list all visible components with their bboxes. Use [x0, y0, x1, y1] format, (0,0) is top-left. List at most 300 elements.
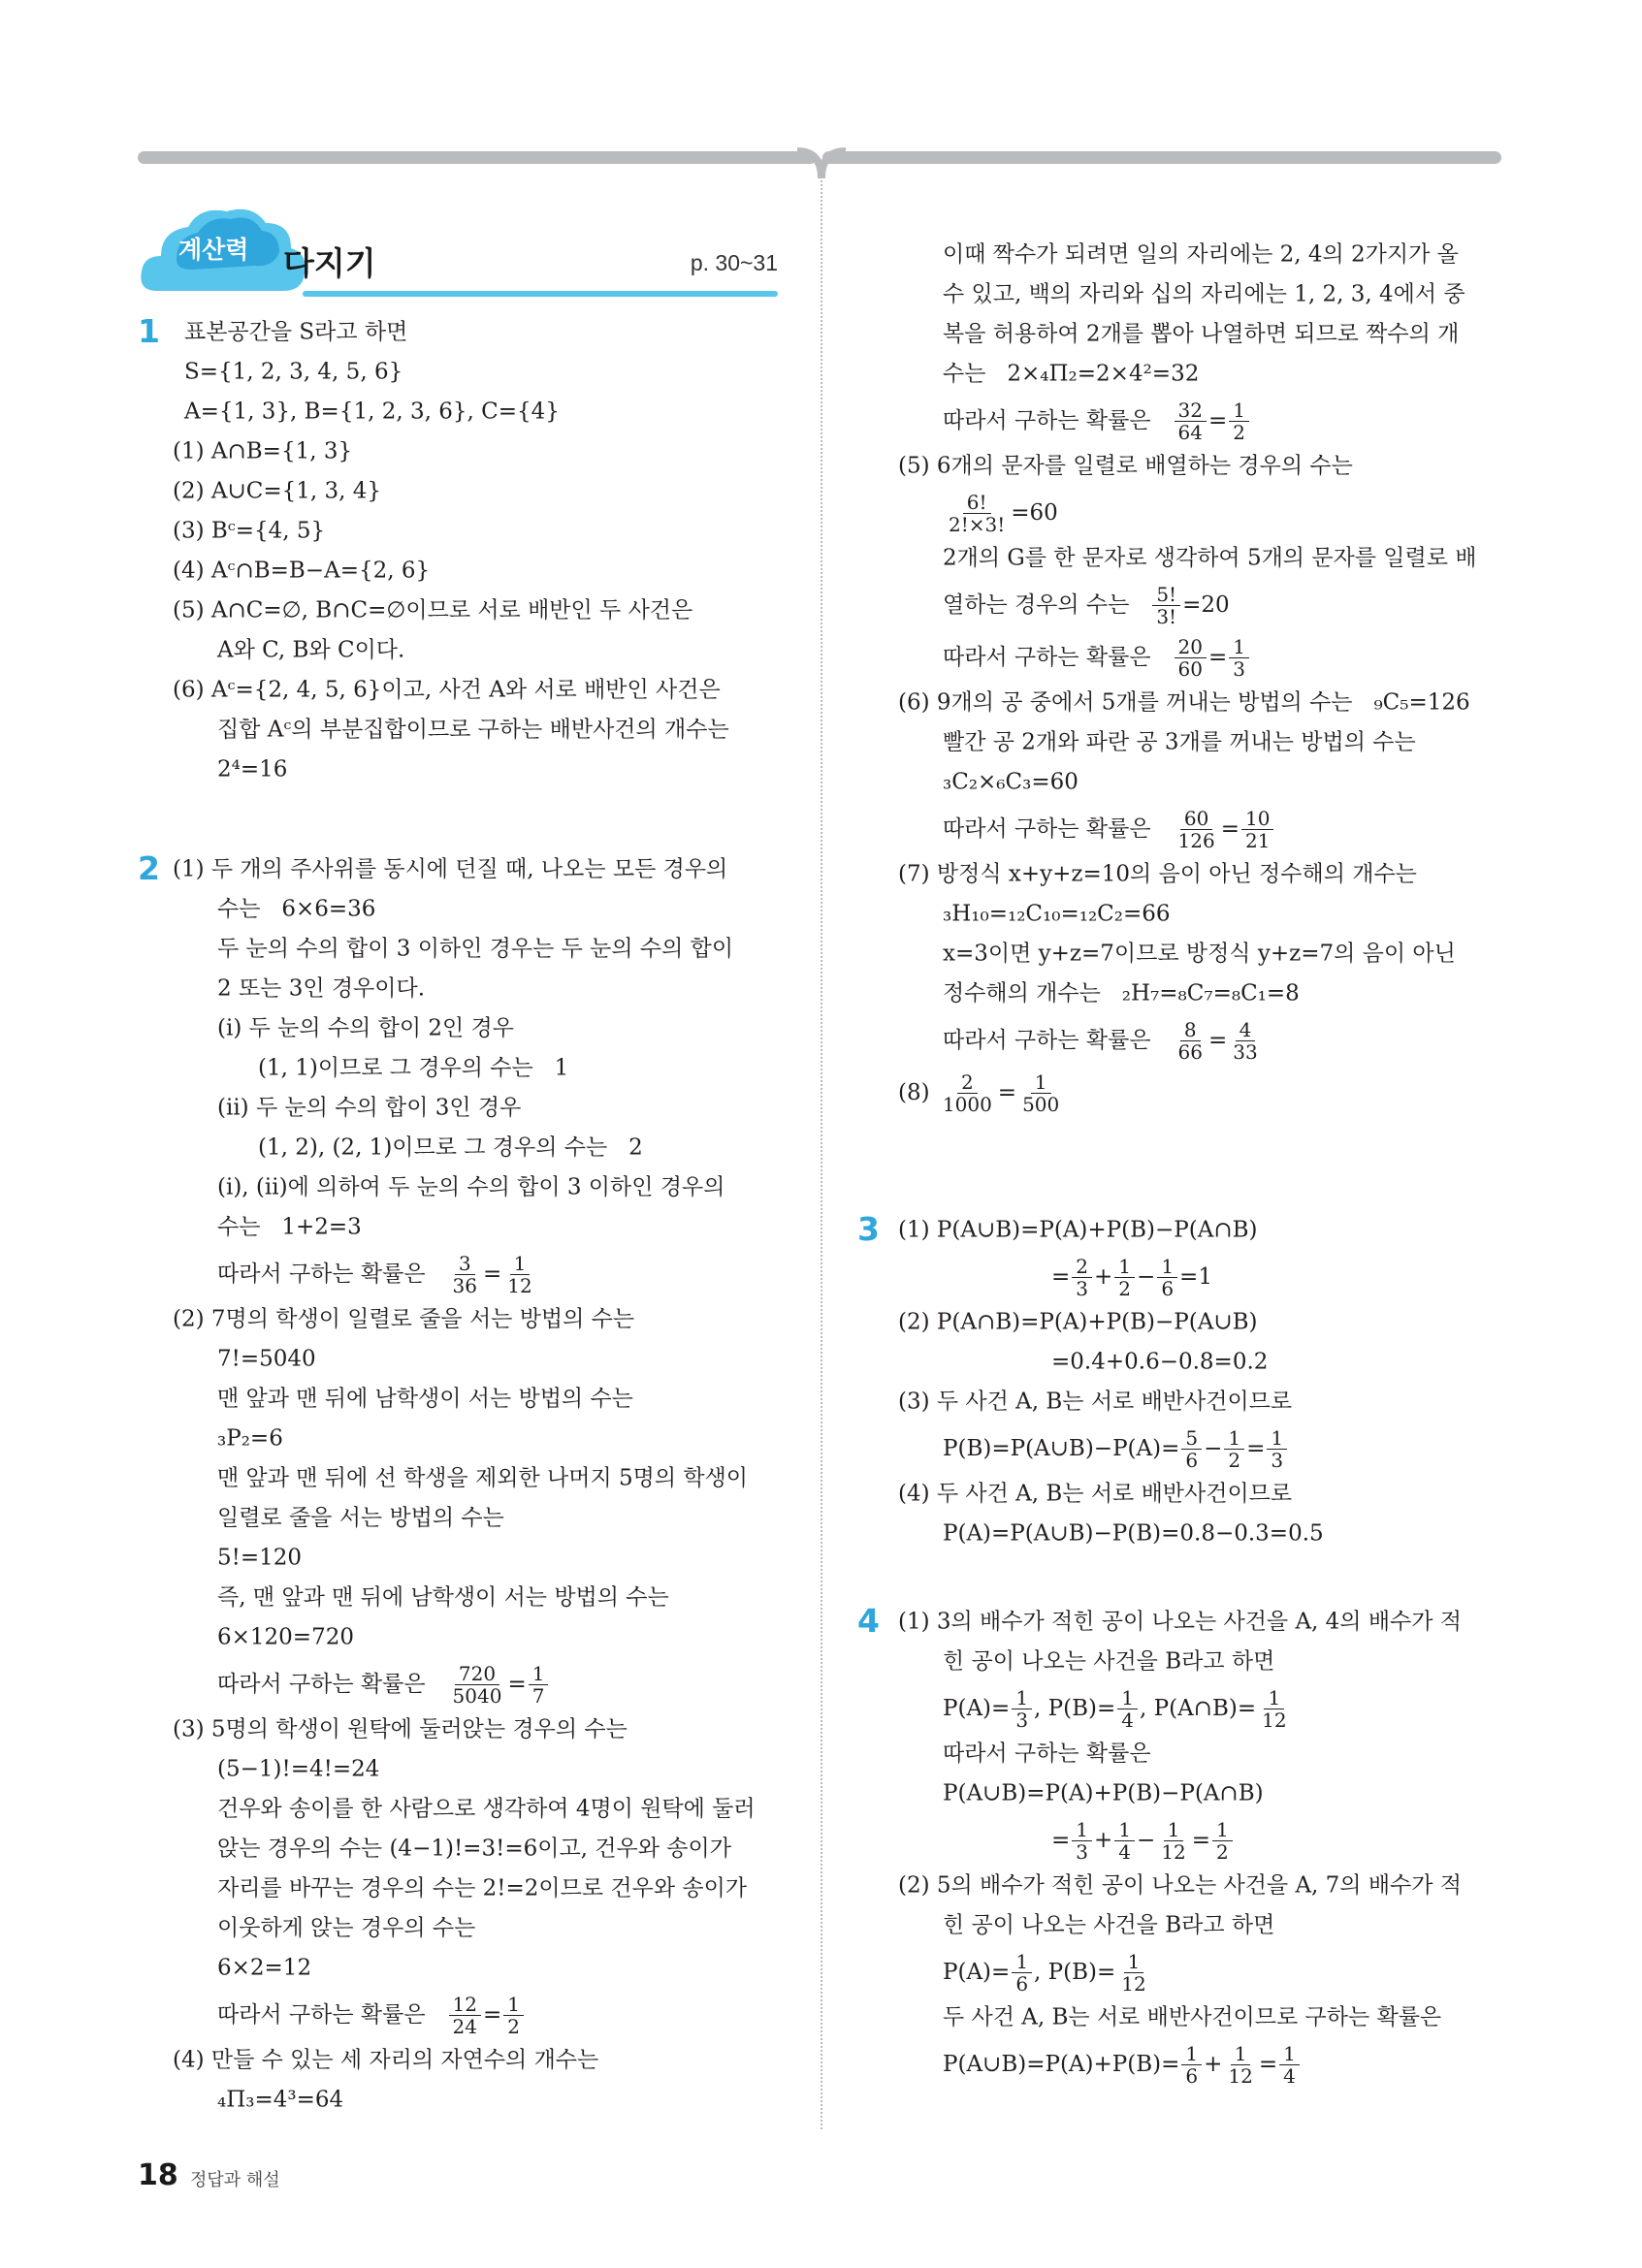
solution-line: [898, 446, 1501, 486]
numerator: 5!: [1152, 584, 1180, 606]
solution-line: [898, 486, 1501, 538]
solution-line: [898, 1514, 1501, 1553]
problem-2: [138, 849, 778, 2120]
solution-line: [898, 630, 1501, 683]
denominator: 21: [1245, 828, 1271, 852]
text-run: =: [1246, 1436, 1266, 1461]
problem-number: 2: [138, 849, 160, 887]
denominator: 2: [1216, 1839, 1229, 1864]
fraction: [1181, 1427, 1202, 1471]
numerator: 3: [455, 1253, 475, 1275]
numerator: 1: [1072, 1819, 1092, 1841]
text-run: =1: [1179, 1264, 1212, 1290]
solution-line: [898, 1813, 1501, 1866]
numerator: 6!: [963, 492, 991, 514]
fraction: [1181, 2043, 1202, 2087]
text-run: (6) 9개의 공 중에서 5개를 꺼내는 방법의 수는 ₉C₅=126: [898, 689, 1470, 716]
denominator: 12: [1262, 1708, 1287, 1732]
solution-line: [138, 1948, 778, 1988]
text-run: ₃C₂×₆C₃=60: [943, 769, 1079, 795]
text-run: , P(B)=: [1034, 1696, 1116, 1721]
numerator: 1: [1117, 1687, 1138, 1709]
text-run: (1, 2), (2, 1)이므로 그 경우의 수는 2: [258, 1134, 643, 1161]
problem-number: 4: [857, 1602, 880, 1640]
denominator: 66: [1177, 1039, 1203, 1064]
numerator: 1: [1012, 1951, 1032, 1973]
text-run: =: [1207, 645, 1228, 670]
solution-line: [138, 1829, 778, 1869]
problem-number: 1: [138, 312, 160, 350]
denominator: 2: [1233, 420, 1245, 444]
numerator: 1: [503, 1994, 524, 2016]
numerator: 1: [1164, 1819, 1184, 1841]
solution-line: [898, 1734, 1501, 1773]
fraction: [1114, 1819, 1135, 1863]
denominator: 2: [1228, 1448, 1241, 1472]
text-run: 건우와 송이를 한 사람으로 생각하여 4명이 원탁에 둘러: [217, 1796, 756, 1822]
text-run: =: [1051, 1828, 1071, 1853]
text-run: (3) 5명의 학생이 원탁에 둘러앉는 경우의 수는: [173, 1716, 628, 1742]
text-run: 빨간 공 2개와 파란 공 3개를 꺼내는 방법의 수는: [943, 729, 1416, 755]
denominator: 12: [1161, 1839, 1186, 1864]
text-run: 힌 공이 나오는 사건을 B라고 하면: [943, 1912, 1275, 1938]
solution-line: [898, 762, 1501, 802]
solution-line: [138, 2040, 778, 2080]
problem-4: [857, 1602, 1501, 2090]
solution-line: [138, 1908, 778, 1948]
denominator: 2!×3!: [949, 512, 1006, 536]
numerator: 10: [1241, 808, 1273, 830]
denominator: 12: [1121, 1971, 1146, 1996]
text-run: 복을 허용하여 2개를 뽑아 나열하면 되므로 짝수의 개: [943, 321, 1460, 347]
numerator: 1: [1114, 1819, 1135, 1841]
numerator: 1: [1229, 399, 1249, 422]
solution-line: [138, 1419, 778, 1458]
text-run: 집합 Aᶜ의 부분집합이므로 구하는 배반사건의 개수는: [217, 717, 729, 743]
text-run: 따라서 구하는 확률은: [943, 408, 1173, 433]
text-run: 따라서 구하는 확률은: [217, 1672, 447, 1697]
denominator: 12: [1228, 2063, 1253, 2088]
fraction: [1114, 1256, 1135, 1299]
solution-line: [138, 849, 778, 889]
fraction: [1229, 399, 1249, 443]
fraction: [945, 492, 1009, 535]
denominator: 36: [452, 1273, 477, 1297]
solution-line: [138, 1458, 778, 1498]
solution-line: [138, 352, 778, 392]
text-run: 수는 2×₄Π₂=2×4²=32: [943, 361, 1200, 387]
text-run: 따라서 구하는 확률은: [943, 1741, 1151, 1767]
solution-line: [898, 722, 1501, 762]
numerator: 1: [1012, 1687, 1032, 1709]
text-run: =: [482, 2002, 502, 2028]
solution-line: [138, 471, 778, 511]
text-run: (5) 6개의 문자를 일렬로 배열하는 경우의 수는: [898, 453, 1353, 479]
fraction: [1175, 636, 1207, 680]
solution-line: [138, 431, 778, 471]
numerator: 2: [1072, 1256, 1092, 1278]
solution-line: [138, 312, 778, 352]
numerator: 1: [510, 1253, 531, 1275]
solution-line: [898, 934, 1501, 974]
text-run: A={1, 3}, B={1, 2, 3, 6}, C={4}: [184, 399, 560, 425]
denominator: 6: [1185, 2063, 1199, 2088]
solution-line: [138, 1128, 778, 1167]
denominator: 3: [1076, 1839, 1089, 1864]
numerator: 5: [1181, 1427, 1202, 1450]
fraction: [1241, 808, 1273, 851]
text-run: =0.4+0.6−0.8=0.2: [1051, 1349, 1269, 1375]
text-run: 따라서 구하는 확률은: [217, 2002, 447, 2028]
denominator: 60: [1177, 656, 1203, 681]
solution-line: [898, 1602, 1501, 1642]
numerator: 1: [1229, 636, 1249, 658]
text-run: 표본공간을 S라고 하면: [184, 319, 408, 345]
text-run: 수 있고, 백의 자리와 십의 자리에는 1, 2, 3, 4에서 중: [943, 281, 1465, 307]
text-run: 2 또는 3인 경우이다.: [217, 975, 426, 1002]
solution-line: [898, 1945, 1501, 1997]
text-run: −: [1204, 1436, 1223, 1461]
numerator: 1: [1264, 1687, 1284, 1709]
problem-1: [138, 312, 778, 789]
header-badge: 계산력: [178, 236, 249, 264]
solution-line: [138, 551, 778, 591]
solution-line: [138, 1299, 778, 1339]
text-run: (5−1)!=4!=24: [217, 1756, 380, 1782]
solution-line: [138, 1167, 778, 1207]
denominator: 6: [1185, 1448, 1199, 1472]
solution-line: [138, 1207, 778, 1247]
text-run: (ⅰ) 두 눈의 수의 합이 2인 경우: [217, 1015, 514, 1041]
text-run: 맨 앞과 맨 뒤에 남학생이 서는 방법의 수는: [217, 1386, 633, 1412]
denominator: 6: [1161, 1276, 1175, 1300]
solution-line: [898, 1250, 1501, 1302]
fraction: [449, 1253, 481, 1296]
solution-line: [138, 1578, 778, 1617]
fraction: [1117, 1687, 1138, 1731]
denominator: 5040: [452, 1683, 502, 1708]
text-run: −: [1137, 1264, 1156, 1290]
text-run: 일렬로 줄을 서는 방법의 수는: [217, 1505, 504, 1531]
top-bar-notch: [797, 145, 846, 180]
solution-line: [898, 235, 1501, 274]
solution-line: [138, 1657, 778, 1709]
solution-line: [138, 1498, 778, 1538]
denominator: 2: [507, 2014, 520, 2038]
text-run: A와 C, B와 C이다.: [217, 637, 405, 663]
text-run: =: [507, 1672, 527, 1697]
text-run: +: [1094, 1828, 1113, 1853]
denominator: 12: [507, 1273, 532, 1297]
solution-line: [138, 750, 778, 789]
text-run: =: [1207, 408, 1228, 433]
text-run: S={1, 2, 3, 4, 5, 6}: [184, 359, 403, 385]
solution-line: [138, 1008, 778, 1048]
solution-line: [898, 274, 1501, 314]
text-run: 수는 6×6=36: [217, 896, 376, 922]
text-run: (5) A∩C=∅, B∩C=∅이므로 서로 배반인 두 사건은: [173, 597, 693, 623]
text-run: 7!=5040: [217, 1346, 316, 1372]
fraction: [1175, 808, 1219, 851]
solution-line: [898, 1474, 1501, 1514]
text-run: =60: [1011, 500, 1058, 526]
text-run: (7) 방정식 x+y+z=10의 음이 아닌 정수해의 개수는: [898, 861, 1417, 887]
text-run: =: [1051, 1264, 1071, 1290]
fraction: [1157, 1819, 1189, 1863]
solution-line: [138, 670, 778, 710]
denominator: 3: [1076, 1276, 1089, 1300]
text-run: , P(B)=: [1034, 1960, 1116, 1985]
fraction: [1152, 584, 1180, 627]
text-run: 앉는 경우의 수는 (4−1)!=3!=6이고, 건우와 송이가: [217, 1836, 731, 1862]
text-run: =: [482, 1262, 502, 1287]
solution-line: [138, 969, 778, 1008]
denominator: 3: [1015, 1708, 1029, 1732]
numerator: 1: [529, 1663, 549, 1685]
column-divider: [821, 180, 822, 2129]
solution-line: [898, 1342, 1501, 1382]
text-run: P(A)=P(A∪B)−P(B)=0.8−0.3=0.5: [943, 1520, 1324, 1547]
footer-label: 정답과 해설: [190, 2170, 280, 2190]
text-run: (3) 두 사건 A, B는 서로 배반사건이므로: [898, 1389, 1293, 1415]
text-run: (4) Aᶜ∩B=B−A={2, 6}: [173, 558, 431, 584]
denominator: 500: [1022, 1092, 1060, 1116]
fraction: [1012, 1687, 1032, 1731]
text-run: (2) P(A∩B)=P(A)+P(B)−P(A∪B): [898, 1309, 1258, 1335]
numerator: 60: [1180, 808, 1212, 830]
numerator: 720: [455, 1663, 499, 1685]
solution-line: [898, 854, 1501, 894]
text-run: (8): [898, 1080, 937, 1105]
numerator: 20: [1175, 636, 1207, 658]
solution-line: [138, 392, 778, 431]
numerator: 1: [1124, 1951, 1144, 1973]
solution-line: [138, 1869, 778, 1908]
numerator: 1: [1231, 2043, 1251, 2065]
denominator: 3: [1233, 656, 1245, 681]
fraction: [1279, 2043, 1300, 2087]
text-run: 수는 1+2=3: [217, 1214, 362, 1240]
text-run: (4) 두 사건 A, B는 서로 배반사건이므로: [898, 1481, 1293, 1507]
solution-line: [138, 1538, 778, 1578]
solution-line: [138, 1749, 778, 1789]
text-run: (ⅰ), (ⅱ)에 의하여 두 눈의 수의 합이 3 이하인 경우의: [217, 1174, 725, 1200]
text-run: ₄Π₃=4³=64: [217, 2087, 344, 2113]
text-run: (1) P(A∪B)=P(A)+P(B)−P(A∩B): [898, 1217, 1258, 1243]
numerator: 1: [1114, 1256, 1135, 1278]
solution-line: [898, 394, 1501, 446]
text-run: 6×120=720: [217, 1624, 354, 1650]
denominator: 126: [1177, 828, 1215, 852]
solution-line: [138, 1379, 778, 1419]
solution-line: [138, 2080, 778, 2120]
text-run: (2) 5의 배수가 적힌 공이 나오는 사건을 A, 7의 배수가 적: [898, 1872, 1463, 1899]
numerator: 1: [1279, 2043, 1300, 2065]
solution-line: [898, 2037, 1501, 2090]
text-run: =20: [1182, 592, 1230, 618]
denominator: 4: [1121, 1708, 1134, 1732]
numerator: 32: [1175, 399, 1207, 422]
text-run: P(A)=: [943, 1960, 1011, 1985]
solution-line: [138, 1247, 778, 1299]
fraction: [1072, 1256, 1092, 1299]
text-run: =: [997, 1080, 1017, 1105]
solution-line: [138, 710, 778, 750]
text-run: (6) Aᶜ={2, 4, 5, 6}이고, 사건 A와 서로 배반인 사건은: [173, 677, 721, 703]
solution-line: [898, 1681, 1501, 1734]
fraction: [449, 1994, 481, 2037]
text-run: (2) A∪C={1, 3, 4}: [173, 478, 382, 504]
text-run: (1) 3의 배수가 적힌 공이 나오는 사건을 A, 4의 배수가 적: [898, 1609, 1463, 1635]
solution-line: [138, 1617, 778, 1657]
text-run: P(A∪B)=P(A)+P(B)−P(A∩B): [943, 1780, 1264, 1806]
solution-line: [138, 1709, 778, 1749]
fraction: [1224, 2043, 1256, 2087]
solution-line: [898, 1642, 1501, 1681]
solution-line: [898, 1382, 1501, 1421]
fraction: [1157, 1256, 1177, 1299]
denominator: 6: [1015, 1971, 1029, 1996]
top-bar-left: [138, 151, 817, 164]
text-run: 힌 공이 나오는 사건을 B라고 하면: [943, 1648, 1275, 1675]
fraction: [1072, 1819, 1092, 1863]
fraction: [1018, 1071, 1063, 1115]
solution-line: [898, 1066, 1501, 1118]
fraction: [529, 1663, 549, 1707]
solution-line: [138, 1339, 778, 1379]
denominator: 33: [1233, 1039, 1258, 1064]
numerator: 1: [1267, 1427, 1287, 1450]
text-run: , P(A∩B)=: [1140, 1696, 1257, 1721]
fraction: [1175, 1019, 1207, 1063]
text-run: 이때 짝수가 되려면 일의 자리에는 2, 4의 2가지가 올: [943, 241, 1459, 268]
denominator: 7: [531, 1683, 545, 1708]
problem-cont: [898, 235, 1501, 1118]
solution-line: [898, 802, 1501, 854]
solution-line: [138, 1088, 778, 1128]
solution-line: [898, 1013, 1501, 1066]
fraction: [449, 1663, 506, 1707]
denominator: 64: [1177, 420, 1203, 444]
text-run: (3) Bᶜ={4, 5}: [173, 518, 326, 544]
denominator: 4: [1118, 1839, 1132, 1864]
denominator: 3: [1271, 1448, 1284, 1472]
text-run: +: [1094, 1264, 1113, 1290]
numerator: 1: [1224, 1427, 1244, 1450]
solution-line: [898, 314, 1501, 354]
text-run: 두 눈의 수의 합이 3 이하인 경우는 두 눈의 수의 합이: [217, 936, 734, 962]
text-run: P(B)=P(A∪B)−P(A)=: [943, 1436, 1180, 1461]
text-run: =: [1258, 2052, 1278, 2077]
solution-line: [898, 1210, 1501, 1250]
text-run: x=3이면 y+z=7이므로 방정식 y+z=7의 음이 아닌: [943, 941, 1456, 967]
solution-line: [898, 1866, 1501, 1905]
text-run: 따라서 구하는 확률은: [943, 645, 1173, 670]
solution-line: [898, 894, 1501, 934]
text-run: =: [1220, 816, 1240, 842]
section-header: [138, 202, 778, 299]
denominator: 4: [1283, 2063, 1296, 2088]
solution-line: [898, 1773, 1501, 1813]
text-run: 5!=120: [217, 1545, 303, 1571]
text-run: ₃H₁₀=₁₂C₁₀=₁₂C₂=66: [943, 901, 1171, 927]
denominator: 24: [452, 2014, 477, 2038]
text-run: (1) A∩B={1, 3}: [173, 438, 353, 464]
solution-line: [138, 591, 778, 630]
text-run: 따라서 구하는 확률은: [943, 1028, 1173, 1053]
text-run: (2) 7명의 학생이 일렬로 줄을 서는 방법의 수는: [173, 1306, 635, 1332]
text-run: (1, 1)이므로 그 경우의 수는 1: [258, 1055, 569, 1081]
text-run: 즉, 맨 앞과 맨 뒤에 남학생이 서는 방법의 수는: [217, 1584, 669, 1611]
text-run: 6×2=12: [217, 1955, 312, 1981]
text-run: =: [1207, 1028, 1228, 1053]
solution-line: [138, 929, 778, 969]
solution-line: [898, 1302, 1501, 1342]
text-run: 이웃하게 앉는 경우의 수는: [217, 1915, 476, 1941]
solution-line: [138, 1789, 778, 1829]
text-run: 자리를 바꾸는 경우의 수는 2!=2이므로 건우와 송이가: [217, 1875, 748, 1901]
solution-line: [138, 511, 778, 551]
solution-line: [138, 1048, 778, 1088]
text-run: (4) 만들 수 있는 세 자리의 자연수의 개수는: [173, 2047, 599, 2073]
text-run: ₃P₂=6: [217, 1425, 283, 1452]
text-run: 두 사건 A, B는 서로 배반사건이므로 구하는 확률은: [943, 2004, 1442, 2030]
fraction: [1175, 399, 1207, 443]
solution-line: [898, 1905, 1501, 1945]
solution-line: [898, 683, 1501, 722]
numerator: 12: [449, 1994, 481, 2016]
solution-line: [138, 1988, 778, 2040]
text-run: 정수해의 개수는 ₂H₇=₈C₇=₈C₁=8: [943, 980, 1300, 1006]
fraction: [503, 1253, 535, 1296]
numerator: 1: [1181, 2043, 1202, 2065]
problem-number: 3: [857, 1210, 880, 1248]
solution-line: [138, 630, 778, 670]
text-run: +: [1204, 2052, 1223, 2077]
fraction: [1229, 636, 1249, 680]
text-run: 열하는 경우의 수는: [943, 592, 1151, 618]
text-run: −: [1137, 1828, 1156, 1853]
numerator: 1: [1157, 1256, 1177, 1278]
fraction: [1012, 1951, 1032, 1995]
text-run: P(A∪B)=P(A)+P(B)=: [943, 2052, 1180, 2077]
numerator: 4: [1236, 1019, 1256, 1041]
text-run: P(A)=: [943, 1696, 1011, 1721]
text-run: 2개의 G를 한 문자로 생각하여 5개의 문자를 일렬로 배: [943, 545, 1477, 571]
numerator: 2: [957, 1071, 978, 1094]
solution-line: [898, 1997, 1501, 2037]
solution-line: [898, 354, 1501, 394]
solution-line: [898, 1421, 1501, 1474]
header-title: 다지기: [283, 244, 376, 282]
denominator: 2: [1118, 1276, 1132, 1300]
fraction: [1212, 1819, 1233, 1863]
solution-line: [898, 974, 1501, 1013]
fraction: [1229, 1019, 1261, 1063]
numerator: 1: [1212, 1819, 1233, 1841]
top-bar-right: [822, 151, 1501, 164]
numerator: 8: [1180, 1019, 1201, 1041]
text-run: 2⁴=16: [217, 756, 288, 783]
header-page-ref: p. 30~31: [690, 250, 778, 275]
text-run: =: [1191, 1828, 1211, 1853]
header-underline: [303, 291, 778, 297]
denominator: 3!: [1156, 604, 1177, 628]
fraction: [1267, 1427, 1287, 1471]
solution-line: [898, 538, 1501, 578]
fraction: [1258, 1687, 1290, 1731]
text-run: 맨 앞과 맨 뒤에 선 학생을 제외한 나머지 5명의 학생이: [217, 1465, 749, 1491]
